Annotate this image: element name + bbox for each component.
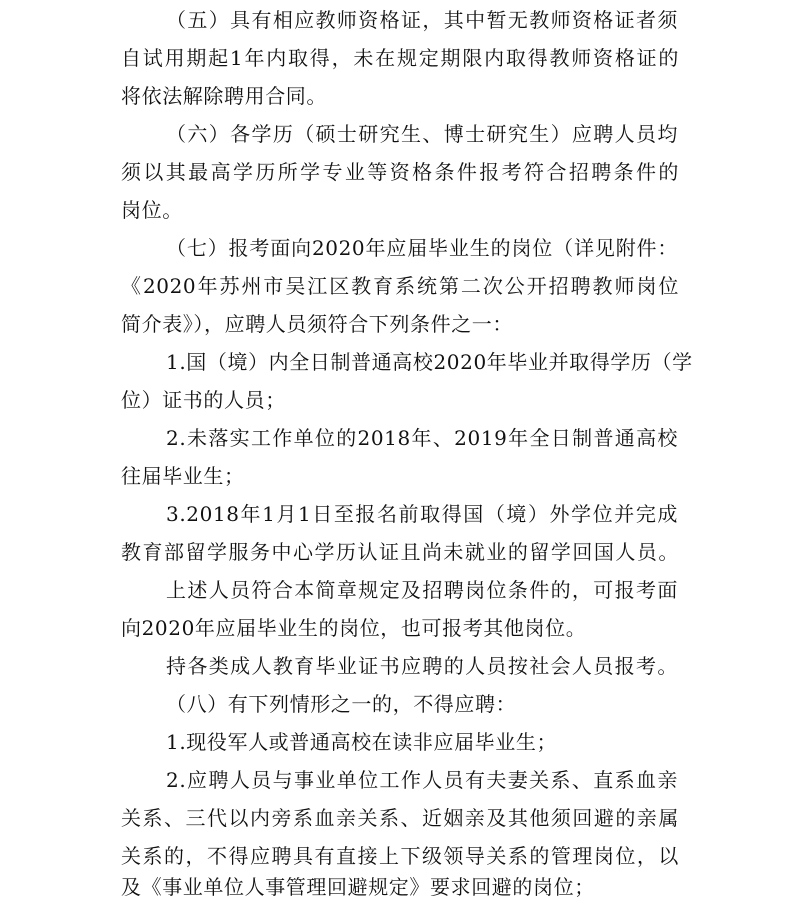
text-line: 关系的，不得应聘具有直接上下级领导关系的管理岗位，以	[121, 844, 679, 868]
text-line: 往届毕业生；	[121, 464, 245, 488]
text-line: 上述人员符合本简章规定及招聘岗位条件的，可报考面	[166, 578, 678, 602]
text-line: 位）证书的人员；	[121, 388, 286, 412]
text-line: 岗位。	[121, 198, 183, 222]
text-line: 教育部留学服务中心学历认证且尚未就业的留学回国人员。	[121, 540, 679, 564]
text-line: （七）报考面向2020年应届毕业生的岗位（详见附件：	[166, 236, 678, 260]
text-line: 1.现役军人或普通高校在读非应届毕业生；	[166, 730, 558, 754]
text-line: 须以其最高学历所学专业等资格条件报考符合招聘条件的	[121, 160, 679, 184]
text-line: （六）各学历（硕士研究生、博士研究生）应聘人员均	[166, 122, 678, 146]
text-line: 3.2018年1月1日至报名前取得国（境）外学位并完成	[166, 502, 678, 526]
text-line: 简介表》），应聘人员须符合下列条件之一：	[121, 312, 513, 336]
text-line: 持各类成人教育毕业证书应聘的人员按社会人员报考。	[166, 654, 678, 678]
text-line: 将依法解除聘用合同。	[121, 84, 327, 108]
text-line: 2.未落实工作单位的2018年、2019年全日制普通高校	[166, 426, 678, 450]
text-line: 2.应聘人员与事业单位工作人员有夫妻关系、直系血亲	[166, 768, 678, 792]
text-line: 《2020年苏州市吴江区教育系统第二次公开招聘教师岗位	[121, 274, 679, 298]
text-line: （八）有下列情形之一的，不得应聘：	[166, 692, 517, 716]
text-line: 及《事业单位人事管理回避规定》要求回避的岗位；	[121, 875, 595, 899]
text-line: 关系、三代以内旁系血亲关系、近姻亲及其他须回避的亲属	[121, 806, 679, 830]
text-line: （五）具有相应教师资格证，其中暂无教师资格证者须	[166, 8, 678, 32]
text-line: 1.国（境）内全日制普通高校2020年毕业并取得学历（学	[166, 350, 693, 374]
text-line: 向2020年应届毕业生的岗位，也可报考其他岗位。	[121, 616, 587, 640]
text-line: 自试用期起1年内取得，未在规定期限内取得教师资格证的	[121, 46, 679, 70]
